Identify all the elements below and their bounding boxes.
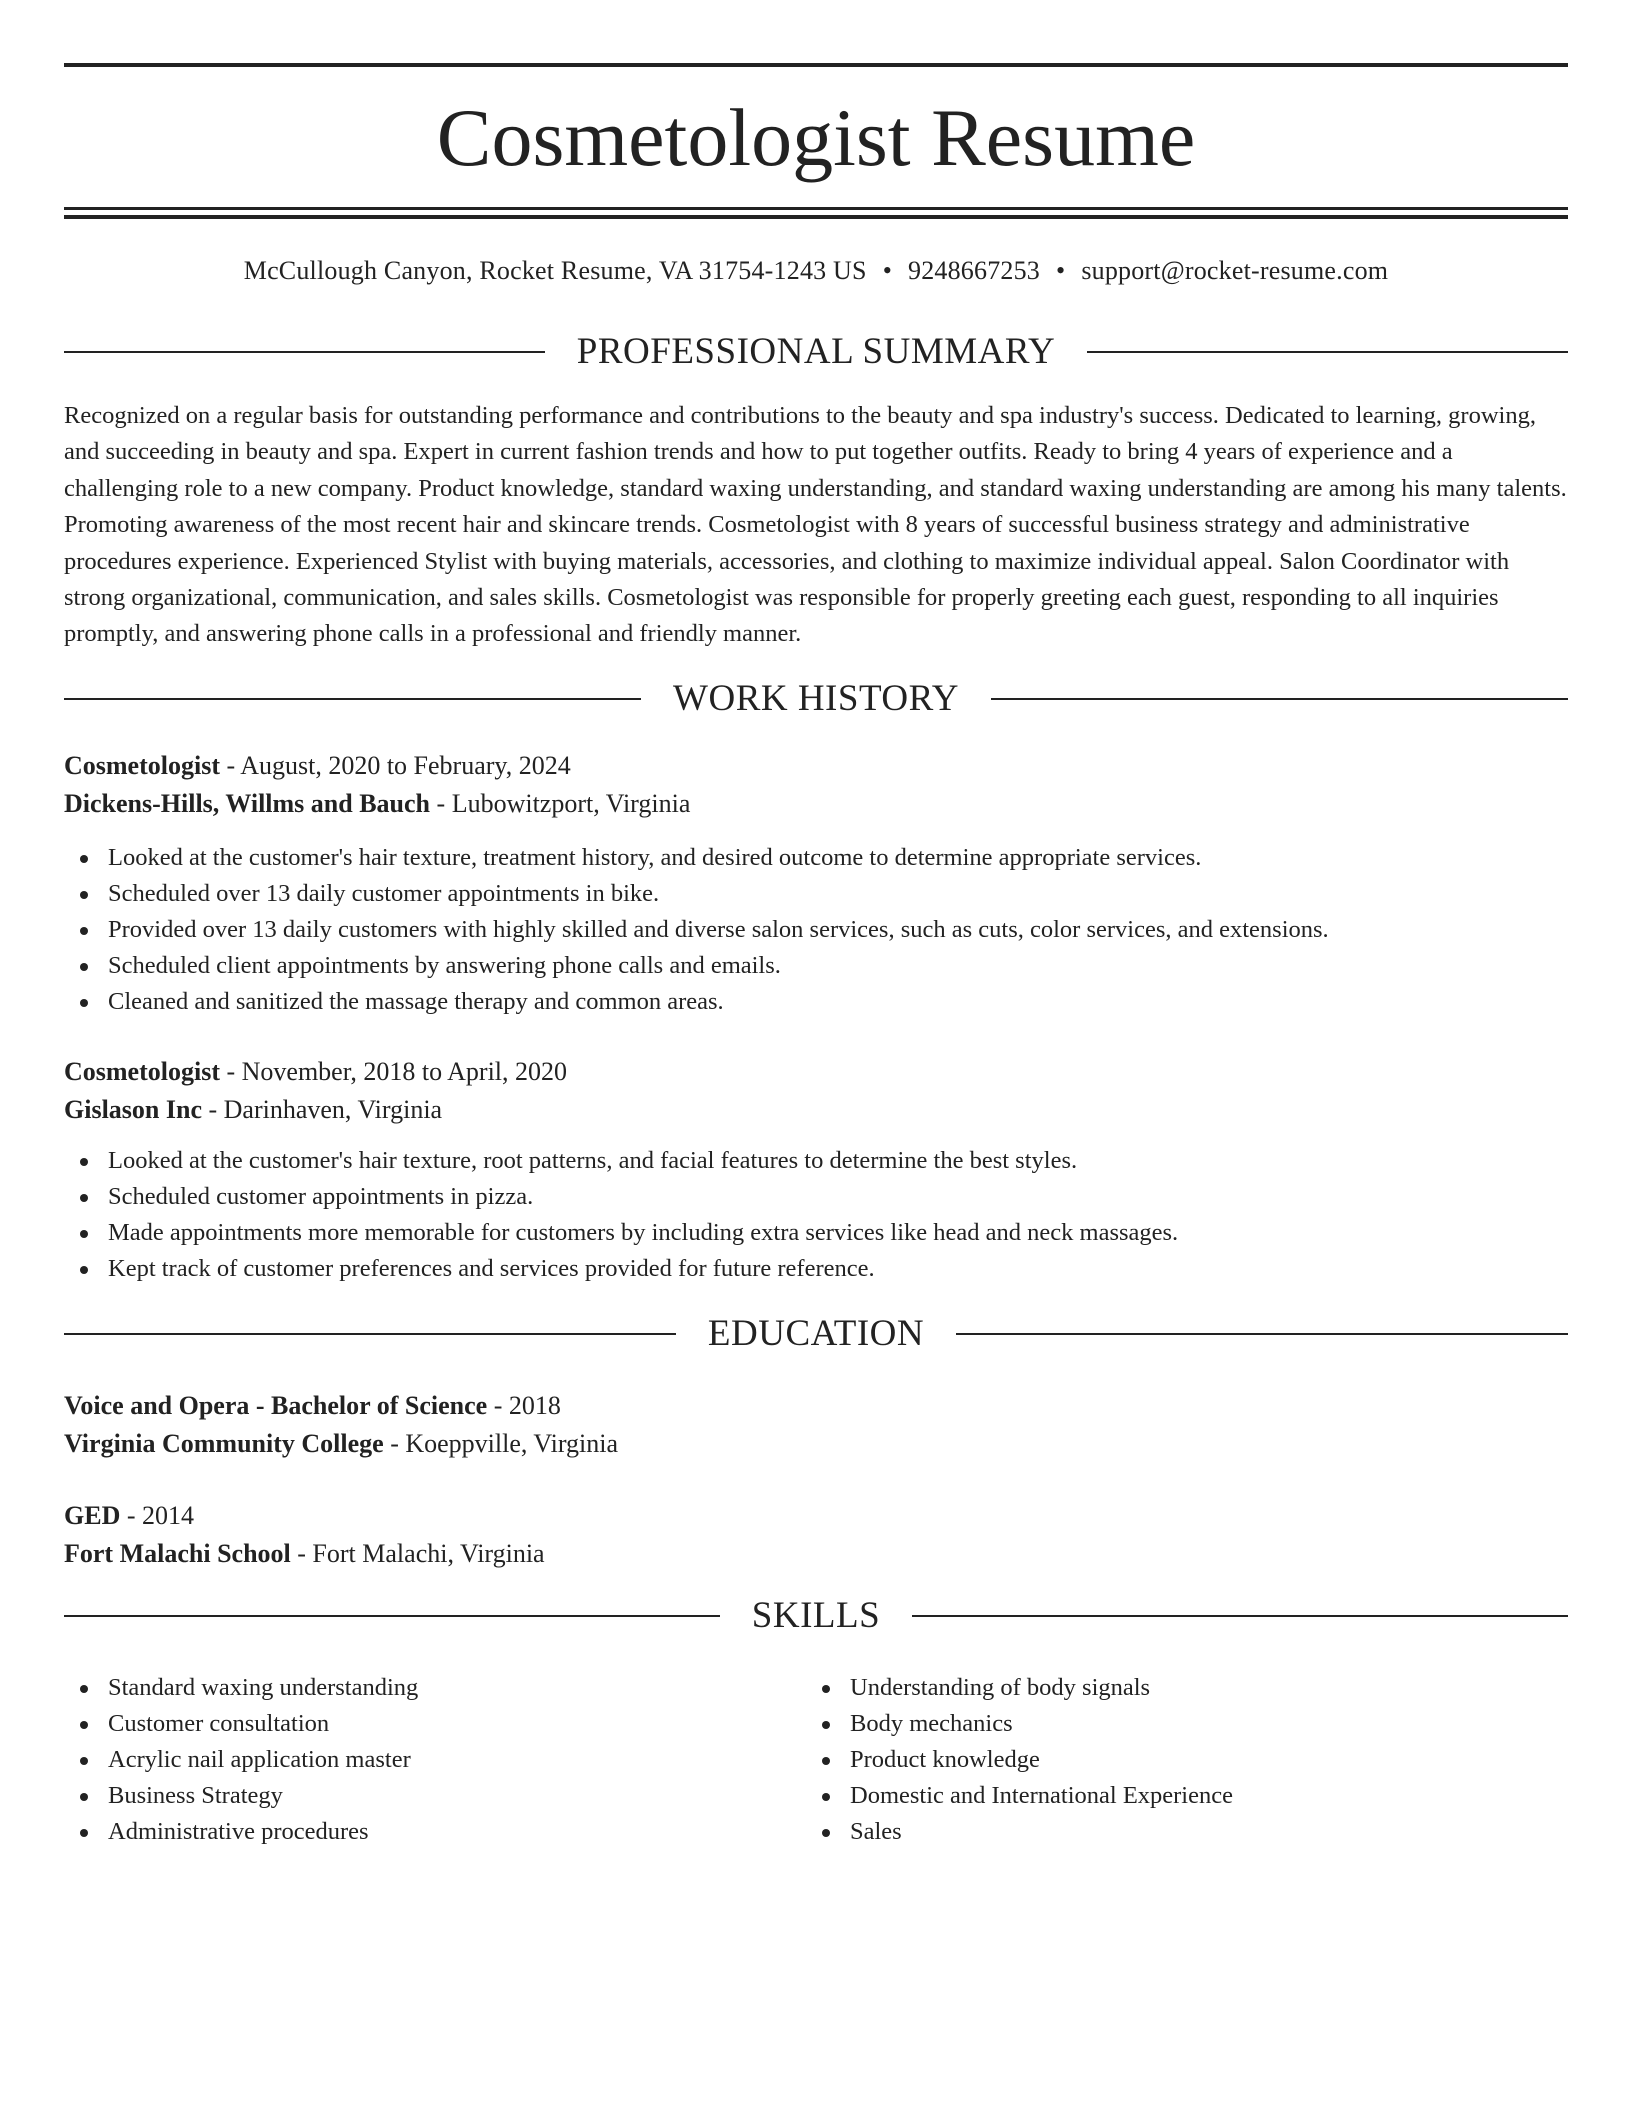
school-name: Fort Malachi School [64,1539,291,1568]
degree-name: Voice and Opera - Bachelor of Science [64,1391,488,1420]
list-item: Scheduled client appointments by answering phone calls and emails. [64,948,1568,984]
section-title: EDUCATION [707,1313,925,1354]
education-school-line [64,1425,1568,1463]
contact-line [64,254,1568,288]
skills-column-right [806,1670,1506,1850]
heading-rule [912,1615,1568,1617]
heading-rule [64,698,641,700]
work-company-line [64,1091,1568,1129]
skills-list [64,1670,764,1850]
skills-list [806,1670,1506,1850]
skill-item: Domestic and International Experience [806,1778,1506,1814]
education-school-line [64,1535,1568,1573]
work-title-line [64,747,1568,785]
degree-year: - 2018 [487,1391,561,1420]
company-name: Dickens-Hills, Willms and Bauch [64,789,431,818]
company-location: - Darinhaven, Virginia [202,1095,443,1124]
heading-rule [64,351,545,353]
school-location: - Fort Malachi, Virginia [290,1539,545,1568]
skill-item: Business Strategy [64,1778,764,1814]
skill-item: Customer consultation [64,1706,764,1742]
work-entry [64,747,1568,1020]
job-dates: - August, 2020 to February, 2024 [219,751,571,780]
school-location: - Koeppville, Virginia [383,1429,619,1458]
list-item: Provided over 13 daily customers with highly skilled and diverse salon services, such as cuts, color services, and extensions. [64,912,1568,948]
list-item: Cleaned and sanitized the massage therapy and common areas. [64,984,1568,1020]
education-degree-line [64,1387,1568,1425]
section-heading-education [64,1312,1568,1356]
section-heading-skills [64,1594,1568,1638]
skill-item: Sales [806,1814,1506,1850]
work-title-line [64,1053,1568,1091]
list-item: Made appointments more memorable for customers by including extra services like head and neck massages. [64,1215,1568,1251]
skill-item: Acrylic nail application master [64,1742,764,1778]
skills-column-left [64,1670,764,1850]
contact-separator: • [882,256,892,285]
page-title: Cosmetologist Resume [436,92,1196,183]
job-dates: - November, 2018 to April, 2020 [219,1057,568,1086]
section-heading-summary [64,330,1568,374]
education-entry [64,1497,1568,1573]
skill-item: Administrative procedures [64,1814,764,1850]
contact-email: support@rocket-resume.com [1081,256,1389,285]
degree-year: - 2014 [120,1501,195,1530]
contact-separator: • [1056,256,1066,285]
company-name: Gislason Inc [64,1095,202,1124]
contact-address: McCullough Canyon, Rocket Resume, VA 31754-1243 US [243,256,867,285]
section-heading-work [64,677,1568,721]
education-entry [64,1387,1568,1463]
heading-rule [64,1615,720,1617]
work-company-line [64,785,1568,823]
heading-rule [1087,351,1568,353]
heading-rule [64,1333,676,1335]
skill-item: Body mechanics [806,1706,1506,1742]
summary-text: Recognized on a regular basis for outstanding performance and contributions to the beauty and spa industry's success. Dedicated to learning, growing, and succeeding in beauty and spa. Expert in current fashion trends and how to put together outfits. Ready to bring 4 years of experience and a challenging role to a new company. Product knowledge, standard waxing understanding, and standard waxing understanding are among his many talents. Promoting awareness of the most recent hair and skincare trends. Cosmetologist with 8 years of successful business strategy and administrative procedures experience. Experienced Stylist with buying materials, accessories, and clothing to maximize individual appeal. Salon Coordinator with strong organizational, communication, and sales skills. Cosmetologist was responsible for properly greeting each guest, responding to all inquiries promptly, and answering phone calls in a professional and friendly manner. [64,402,1567,648]
contact-phone: 9248667253 [908,256,1040,285]
work-entry [64,1053,1568,1287]
job-role: Cosmetologist [64,751,220,780]
list-item: Looked at the customer's hair texture, treatment history, and desired outcome to determine appropriate services. [64,840,1568,876]
heading-rule [956,1333,1568,1335]
title-rule-lower [64,215,1568,219]
degree-name: GED [64,1501,121,1530]
section-title: SKILLS [751,1595,881,1636]
work-bullets [64,840,1568,1020]
skill-item: Standard waxing understanding [64,1670,764,1706]
company-location: - Lubowitzport, Virginia [430,789,691,818]
list-item: Scheduled customer appointments in pizza. [64,1179,1568,1215]
section-title: WORK HISTORY [673,678,959,719]
skill-item: Product knowledge [806,1742,1506,1778]
section-title: PROFESSIONAL SUMMARY [576,331,1056,372]
education-degree-line [64,1497,1568,1535]
list-item: Kept track of customer preferences and services provided for future reference. [64,1251,1568,1287]
top-rule [64,63,1568,67]
list-item: Scheduled over 13 daily customer appointments in bike. [64,876,1568,912]
job-role: Cosmetologist [64,1057,220,1086]
title-rule-upper [64,207,1568,210]
work-bullets [64,1143,1568,1287]
skill-item: Understanding of body signals [806,1670,1506,1706]
school-name: Virginia Community College [64,1429,384,1458]
heading-rule [991,698,1568,700]
list-item: Looked at the customer's hair texture, root patterns, and facial features to determine the best styles. [64,1143,1568,1179]
